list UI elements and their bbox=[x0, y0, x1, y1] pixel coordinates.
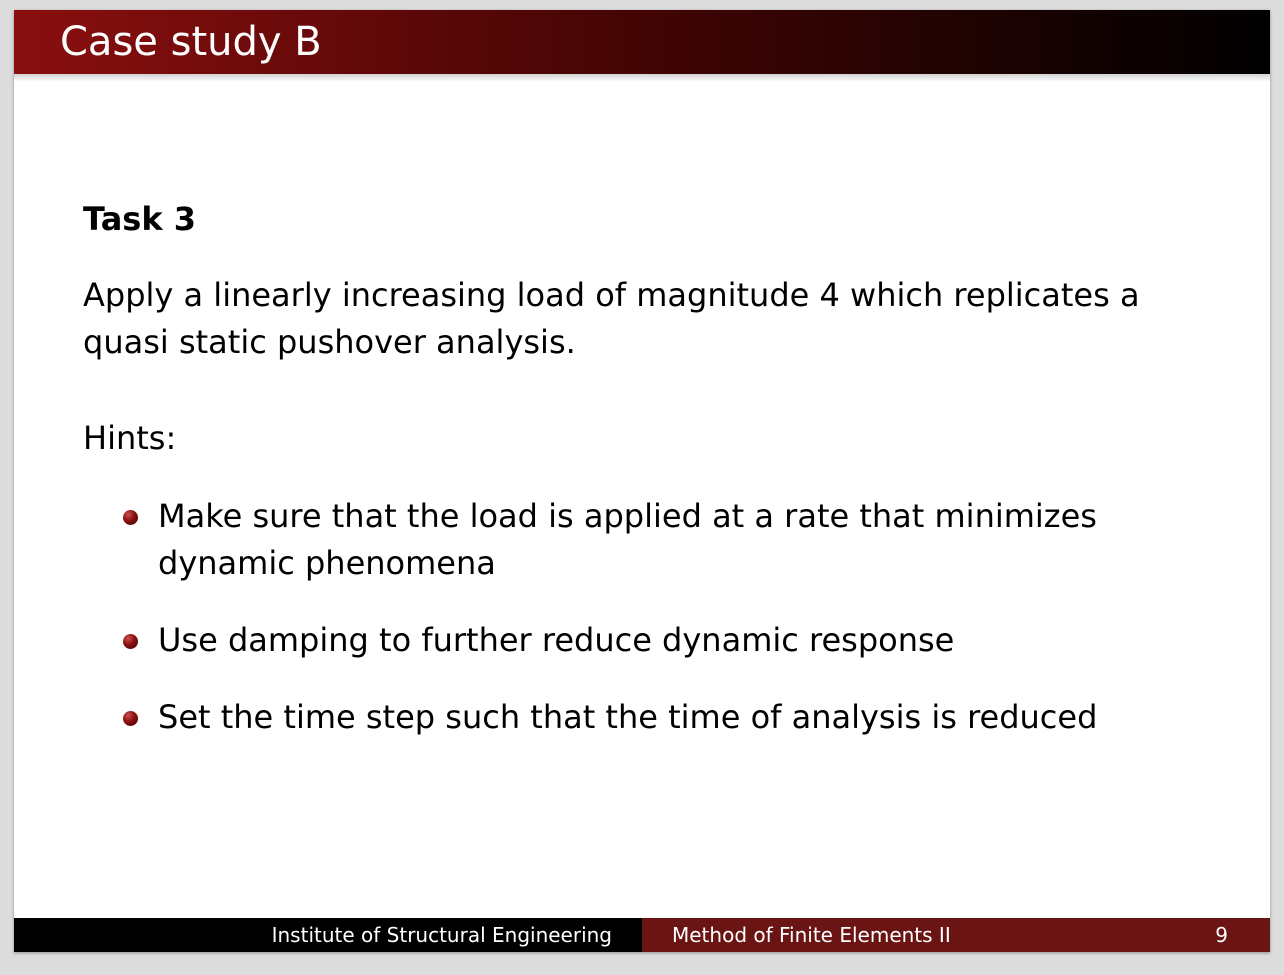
footer-left-panel bbox=[14, 918, 642, 952]
footer-institute: Institute of Structural Engineering bbox=[271, 923, 612, 947]
slide-title: Case study B bbox=[60, 19, 322, 65]
hints-label: Hints: bbox=[83, 419, 177, 457]
bullet-point-icon bbox=[123, 711, 138, 726]
footer-right-panel bbox=[642, 918, 1270, 952]
footer-course-title: Method of Finite Elements II bbox=[672, 923, 951, 947]
bullet-item-1: Make sure that the load is applied at a rate that minimizes dynamic phenomena bbox=[158, 497, 1097, 582]
bullet-point-icon bbox=[123, 634, 138, 649]
page-number: 9 bbox=[1215, 923, 1228, 947]
bullet-item-2: Use damping to further reduce dynamic response bbox=[158, 621, 955, 659]
bullet-point-icon bbox=[123, 510, 138, 525]
bullet-item-3: Set the time step such that the time of analysis is reduced bbox=[158, 698, 1098, 736]
slide bbox=[14, 10, 1270, 952]
title-bar bbox=[14, 10, 1270, 74]
task-description: Apply a linearly increasing load of magnitude 4 which replicates a quasi static pushover analysis. bbox=[83, 276, 1140, 361]
block-title: Task 3 bbox=[83, 200, 197, 238]
footer bbox=[14, 918, 1270, 952]
